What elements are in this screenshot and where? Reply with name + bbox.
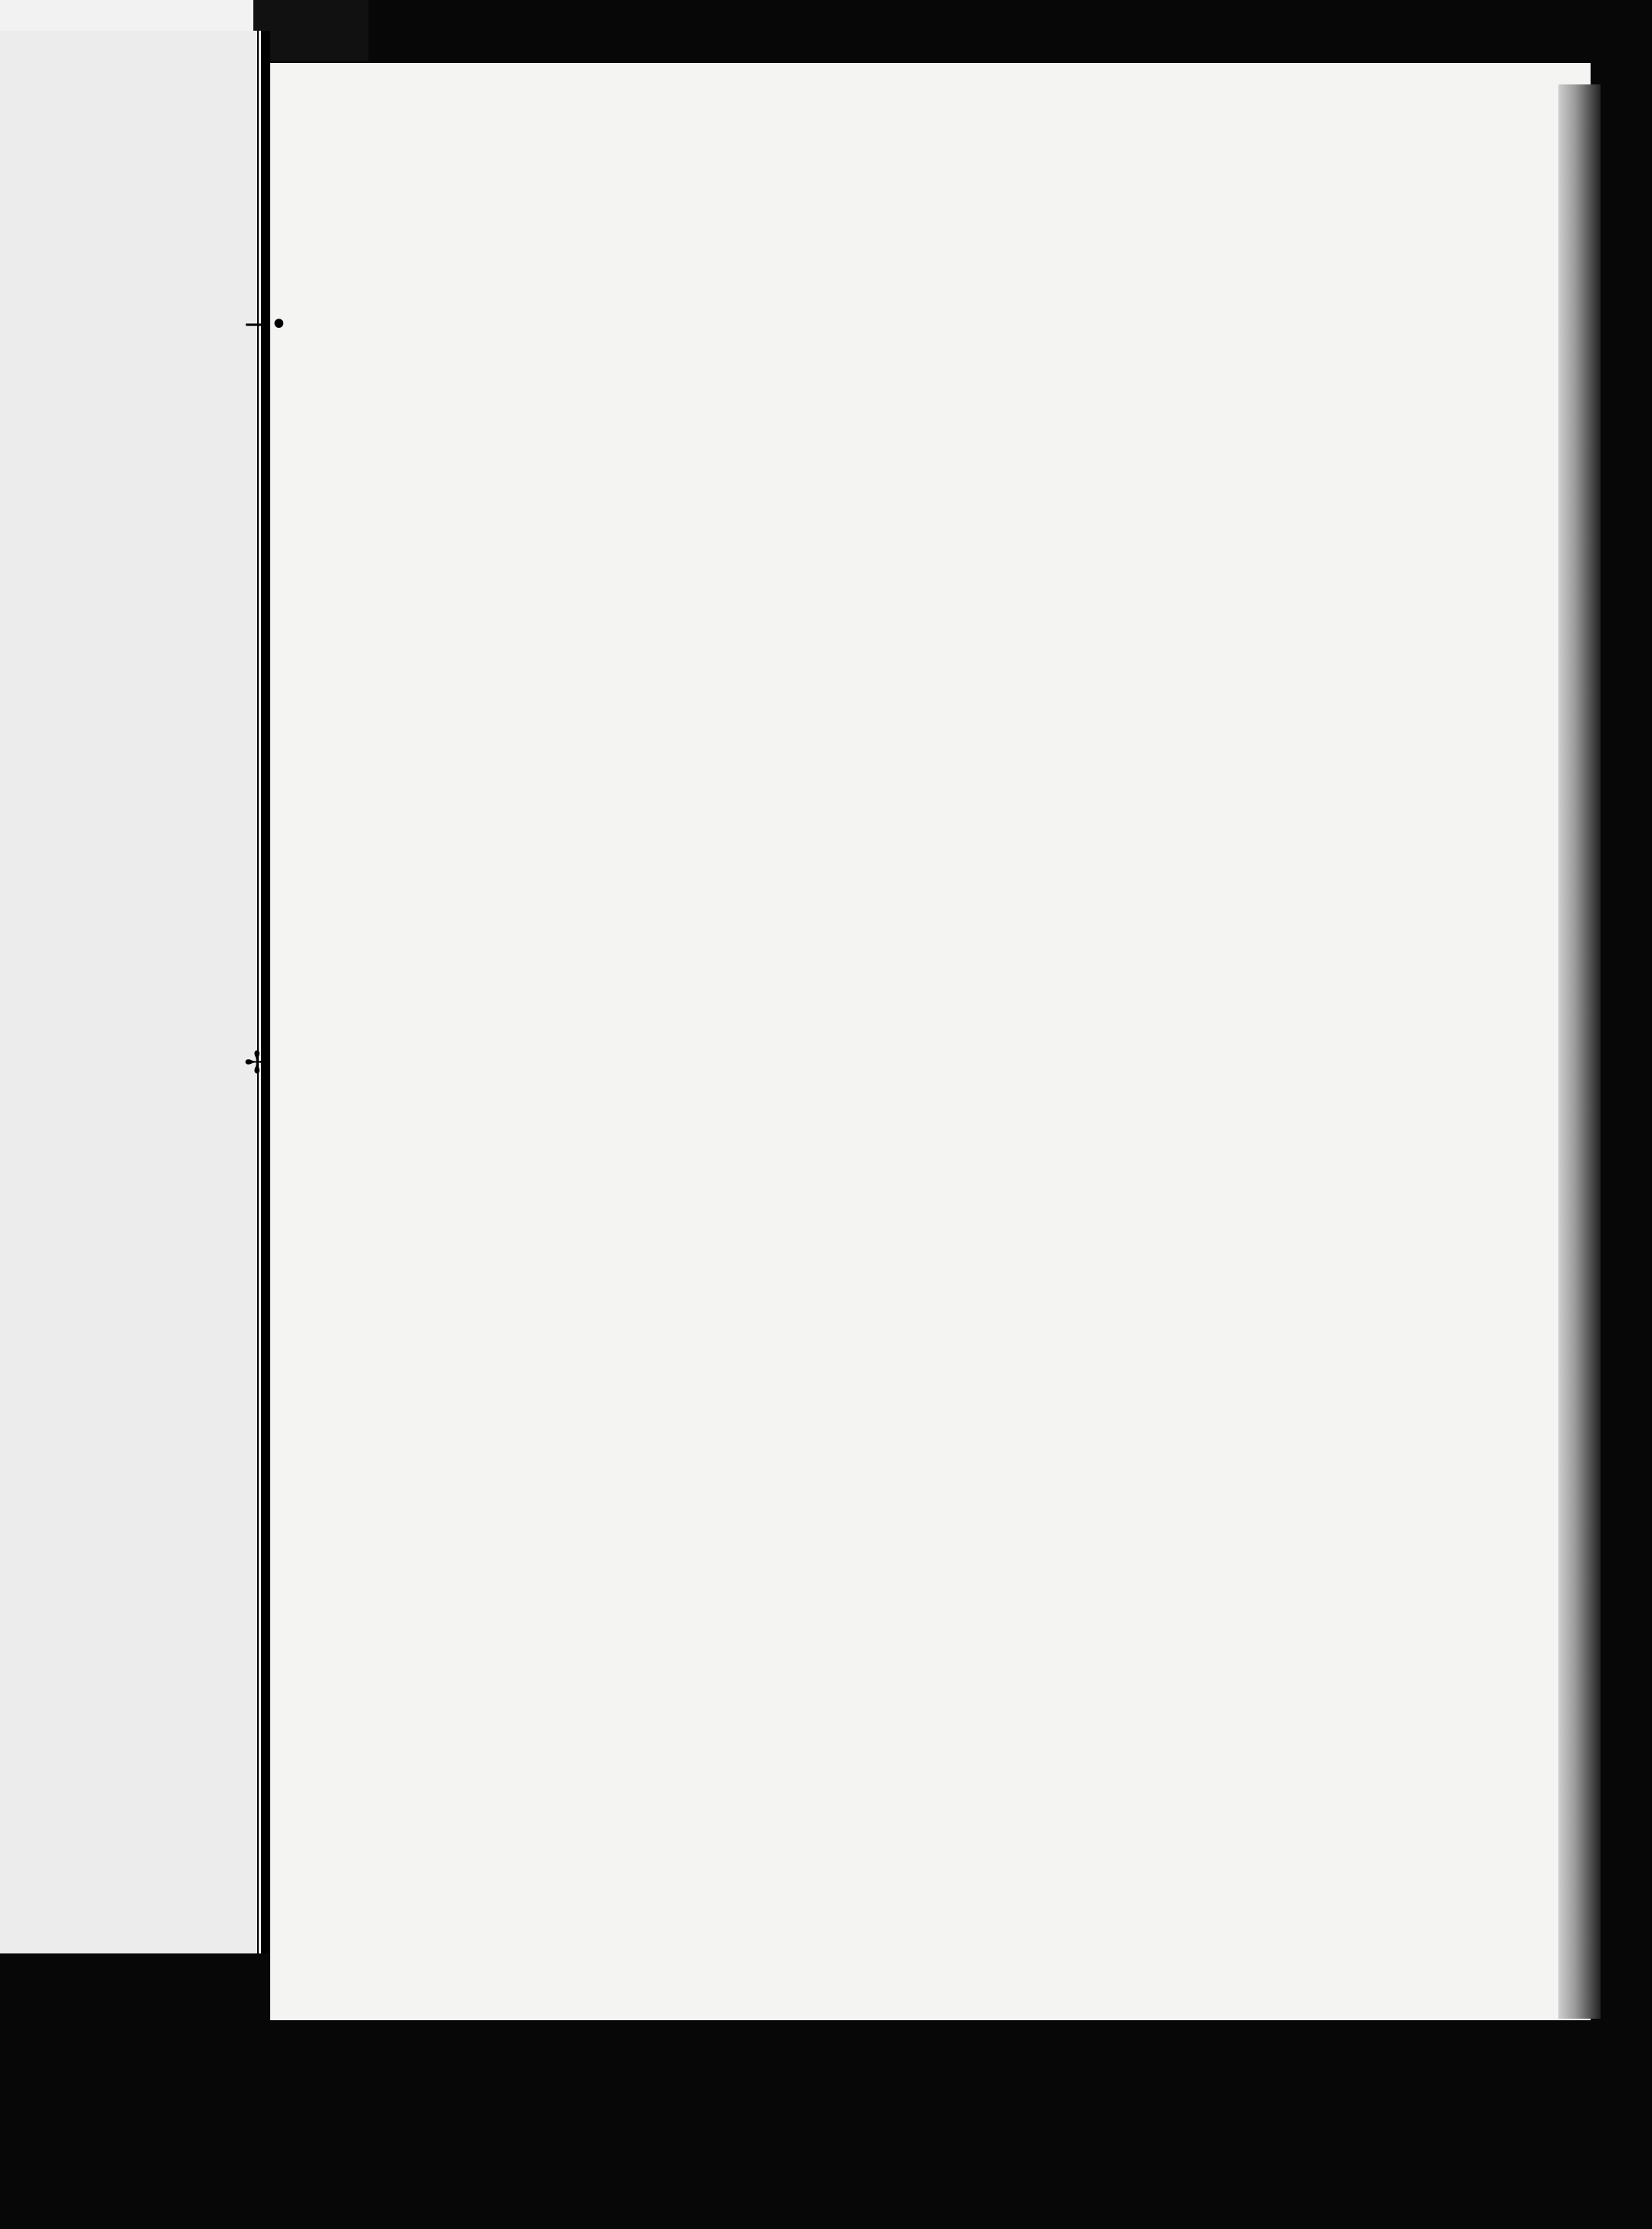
binding-thread-mark: ✢ (244, 1045, 270, 1081)
binding-thread-mark: →• (244, 307, 289, 342)
page-edge-shadow (1558, 84, 1601, 2019)
right-page (270, 63, 1591, 2020)
scan-border-top-dark (253, 0, 368, 61)
left-page (0, 31, 265, 1953)
